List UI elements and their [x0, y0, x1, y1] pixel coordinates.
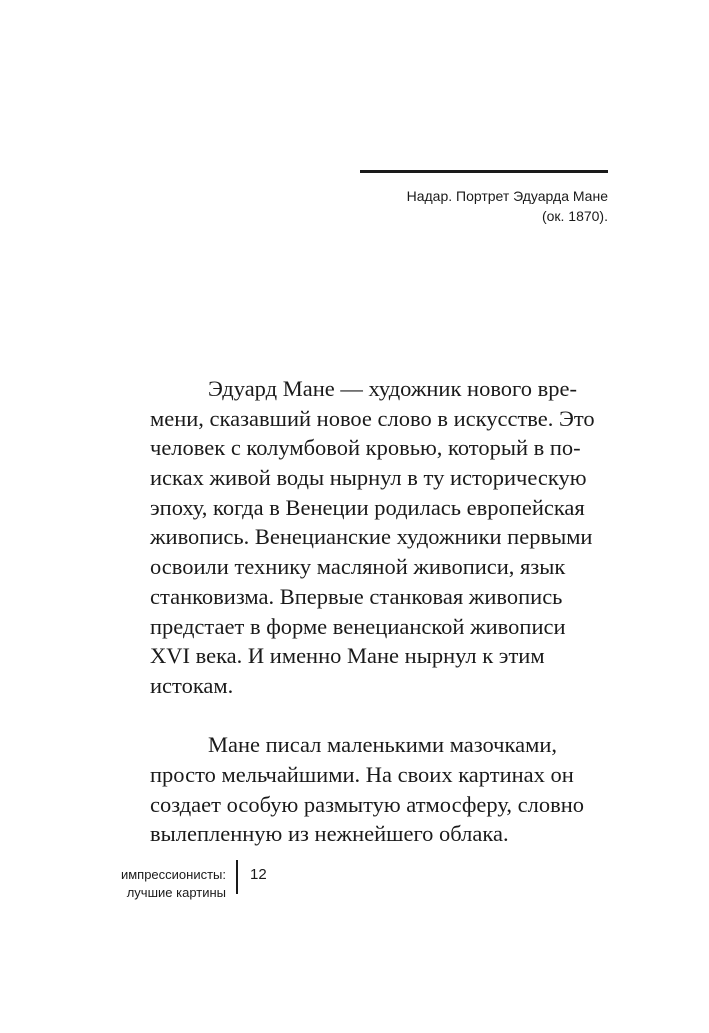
text-line: живопись. Венецианские художники первыми — [150, 524, 593, 550]
text-line: предстает в форме венецианской живописи — [150, 613, 566, 639]
text-line: мени, сказавший новое слово в искусстве. Это — [150, 405, 595, 431]
photo-caption — [340, 186, 608, 226]
running-footer-title — [96, 866, 226, 902]
text-line: исках живой воды нырнул в ту историческую — [150, 465, 587, 491]
text-line: создает особую размытую атмосферу, словно — [150, 791, 584, 817]
text-line: Эдуард Мане — художник нового вре- — [208, 376, 577, 401]
paragraph — [150, 730, 602, 849]
caption-rule — [360, 170, 608, 173]
text-line: истокам. — [150, 672, 234, 698]
text-line: освоили технику масляной живописи, язык — [150, 554, 566, 580]
text-line: станковизма. Впервые станковая живопись — [150, 583, 563, 609]
caption-line-1: Надар. Портрет Эдуарда Мане — [406, 188, 608, 204]
caption-line-2: (ок. 1870). — [541, 208, 608, 224]
body-text — [150, 374, 602, 849]
paragraph-gap — [150, 701, 602, 731]
footer-divider — [236, 860, 238, 894]
text-line: просто мельчайшими. На своих картинах он — [150, 761, 574, 787]
text-line: человек с колумбовой кровью, который в по- — [150, 435, 581, 461]
paragraph — [150, 374, 602, 701]
text-line: вылепленную из нежнейшего облака. — [150, 821, 509, 847]
text-line: Мане писал маленькими мазочками, — [208, 732, 557, 758]
text-line: XVI века. И именно Мане нырнул к этим — [150, 643, 545, 669]
footer-title-line-1: импрессионисты: — [120, 867, 226, 882]
footer-title-line-2: лучшие картины — [126, 885, 226, 900]
page-number: 12 — [250, 866, 267, 883]
text-line: эпоху, когда в Венеции родилась европейская — [150, 494, 585, 520]
